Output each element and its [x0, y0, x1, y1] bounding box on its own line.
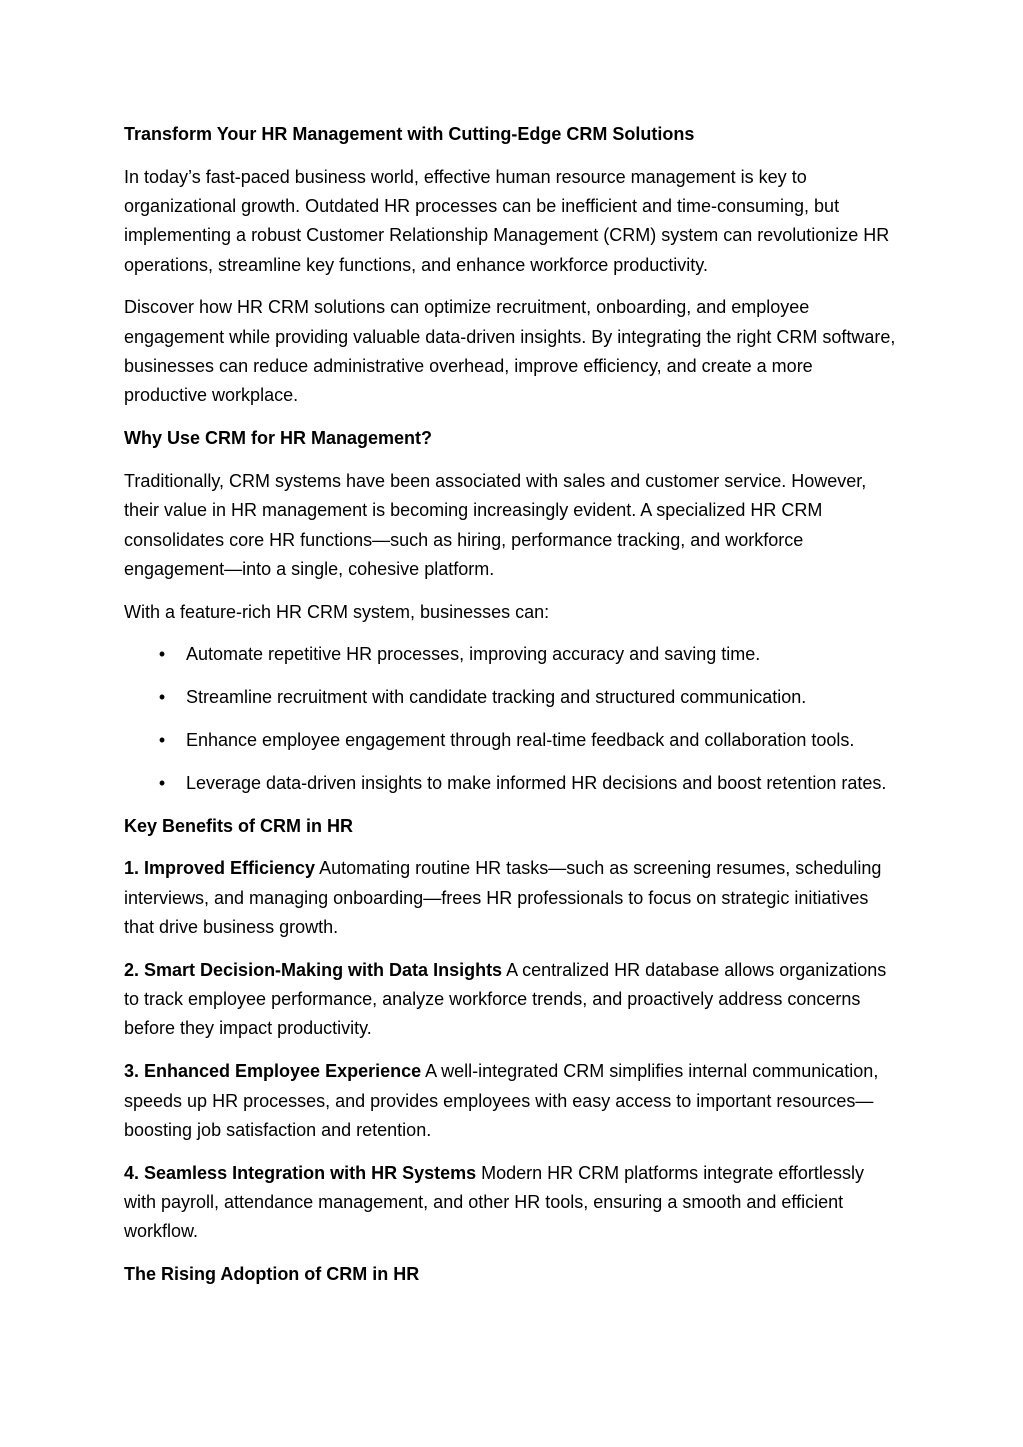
- list-item-text: Automate repetitive HR processes, improving accuracy and saving time.: [186, 644, 761, 665]
- bullet-icon: •: [158, 644, 166, 665]
- bullet-icon: •: [158, 730, 166, 751]
- benefit-text: A well-integrated CRM simplifies internal communication, speeds up HR processes, and provides employees with easy access to important resources—boosting job satisfaction and retention.: [124, 1061, 879, 1140]
- benefit-title: 2. Smart Decision-Making with Data Insights: [124, 959, 503, 980]
- bullet-icon: •: [158, 687, 166, 708]
- intro-paragraph-1: In today’s fast-paced business world, effective human resource management is key to organizational growth. Outdated HR processes can be inefficient and time-consuming, but implementing a robust Customer Relationship Management (CRM) system can revolutionize HR operations, streamline key functions, and enhance workforce productivity.: [124, 166, 890, 275]
- list-item: [124, 640, 900, 669]
- document-page: [124, 120, 900, 1303]
- list-item-text: Streamline recruitment with candidate tracking and structured communication.: [186, 687, 807, 708]
- benefit-title: 3. Enhanced Employee Experience: [124, 1061, 422, 1082]
- benefit-title: 4. Seamless Integration with HR Systems: [124, 1162, 477, 1183]
- rising-adoption-heading: The Rising Adoption of CRM in HR: [124, 1264, 420, 1284]
- benefit-text: Automating routine HR tasks—such as screening resumes, scheduling interviews, and managing onboarding—frees HR professionals to focus on strategic initiatives that drive business growth.: [124, 858, 882, 938]
- benefit-title: 1. Improved Efficiency: [124, 858, 316, 879]
- list-item: [124, 683, 900, 712]
- list-item-text: Enhance employee engagement through real-time feedback and collaboration tools.: [186, 730, 855, 751]
- benefit-paragraph-3: [124, 1057, 900, 1145]
- intro-paragraph-2: Discover how HR CRM solutions can optimize recruitment, onboarding, and employee engagement while providing valuable data-driven insights. By integrating the right CRM software, businesses can reduce administrative overhead, improve efficiency, and create a more productive workplace.: [124, 297, 896, 406]
- benefit-paragraph-1: [124, 854, 900, 942]
- benefit-text: Modern HR CRM platforms integrate effortlessly with payroll, attendance management, and other HR tools, ensuring a smooth and efficient workflow.: [124, 1162, 864, 1242]
- benefit-bullet-list: [124, 640, 900, 798]
- list-intro: With a feature-rich HR CRM system, businesses can:: [124, 601, 550, 622]
- benefit-paragraph-4: [124, 1159, 900, 1247]
- list-item: [124, 769, 900, 798]
- why-heading: Why Use CRM for HR Management?: [124, 428, 433, 449]
- list-item: [124, 726, 900, 755]
- benefit-text: A centralized HR database allows organizations to track employee performance, analyze workforce trends, and proactively address concerns before they impact productivity.: [124, 959, 887, 1039]
- document-title: Transform Your HR Management with Cutting-Edge CRM Solutions: [124, 124, 695, 144]
- bullet-icon: •: [158, 772, 166, 793]
- list-item-text: Leverage data-driven insights to make informed HR decisions and boost retention rates.: [186, 772, 887, 793]
- benefit-paragraph-2: [124, 956, 900, 1044]
- benefits-heading: Key Benefits of CRM in HR: [124, 815, 354, 836]
- why-paragraph: Traditionally, CRM systems have been associated with sales and customer service. However, their value in HR management is becoming increasingly evident. A specialized HR CRM consolidates core HR functions—such as hiring, performance tracking, and workforce engagement—into a single, cohesive platform.: [124, 470, 867, 579]
